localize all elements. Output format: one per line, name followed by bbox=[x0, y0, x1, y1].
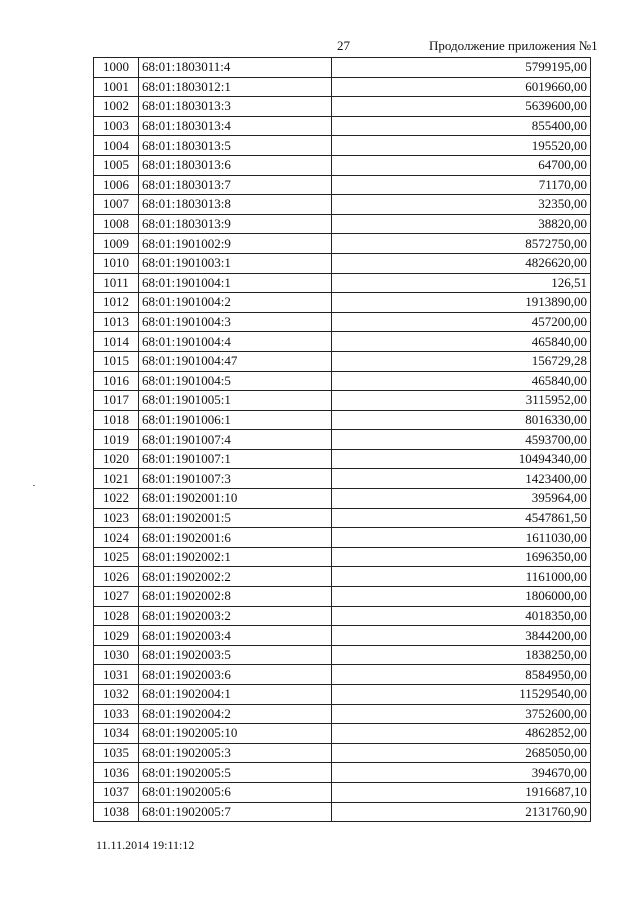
cadastral-number-cell: 68:01:1803013:8 bbox=[139, 195, 332, 215]
row-number-cell: 1035 bbox=[94, 743, 139, 763]
scan-speck bbox=[33, 485, 35, 486]
cadastral-value-cell: 38820,00 bbox=[332, 214, 591, 234]
cadastral-value-cell: 8584950,00 bbox=[332, 665, 591, 685]
cadastral-number-cell: 68:01:1901004:2 bbox=[139, 293, 332, 313]
cadastral-number-cell: 68:01:1902002:8 bbox=[139, 587, 332, 607]
table-row bbox=[94, 58, 591, 78]
table-row bbox=[94, 704, 591, 724]
cadastral-number-cell: 68:01:1803013:5 bbox=[139, 136, 332, 156]
row-number-cell: 1017 bbox=[94, 391, 139, 411]
cadastral-value-cell: 1423400,00 bbox=[332, 469, 591, 489]
table-row bbox=[94, 626, 591, 646]
row-number-cell: 1033 bbox=[94, 704, 139, 724]
table-row bbox=[94, 743, 591, 763]
row-number-cell: 1003 bbox=[94, 116, 139, 136]
cadastral-value-cell: 4862852,00 bbox=[332, 724, 591, 744]
row-number-cell: 1034 bbox=[94, 724, 139, 744]
row-number-cell: 1028 bbox=[94, 606, 139, 626]
table-row bbox=[94, 685, 591, 705]
row-number-cell: 1036 bbox=[94, 763, 139, 783]
table-row bbox=[94, 77, 591, 97]
row-number-cell: 1007 bbox=[94, 195, 139, 215]
cadastral-number-cell: 68:01:1901004:3 bbox=[139, 312, 332, 332]
cadastral-number-cell: 68:01:1902004:1 bbox=[139, 685, 332, 705]
cadastral-value-table bbox=[93, 57, 591, 822]
row-number-cell: 1011 bbox=[94, 273, 139, 293]
cadastral-value-cell: 1913890,00 bbox=[332, 293, 591, 313]
table-row bbox=[94, 253, 591, 273]
cadastral-number-cell: 68:01:1901004:1 bbox=[139, 273, 332, 293]
cadastral-value-cell: 10494340,00 bbox=[332, 449, 591, 469]
table-row bbox=[94, 547, 591, 567]
cadastral-number-cell: 68:01:1803013:7 bbox=[139, 175, 332, 195]
cadastral-value-cell: 2685050,00 bbox=[332, 743, 591, 763]
cadastral-value-cell: 195520,00 bbox=[332, 136, 591, 156]
cadastral-number-cell: 68:01:1803011:4 bbox=[139, 58, 332, 78]
row-number-cell: 1022 bbox=[94, 489, 139, 509]
cadastral-value-cell: 8016330,00 bbox=[332, 410, 591, 430]
row-number-cell: 1001 bbox=[94, 77, 139, 97]
table-row bbox=[94, 489, 591, 509]
cadastral-value-cell: 465840,00 bbox=[332, 332, 591, 352]
cadastral-number-cell: 68:01:1901005:1 bbox=[139, 391, 332, 411]
table-row bbox=[94, 724, 591, 744]
cadastral-value-cell: 4826620,00 bbox=[332, 253, 591, 273]
table-row bbox=[94, 782, 591, 802]
cadastral-number-cell: 68:01:1901003:1 bbox=[139, 253, 332, 273]
cadastral-number-cell: 68:01:1902002:1 bbox=[139, 547, 332, 567]
cadastral-number-cell: 68:01:1803013:9 bbox=[139, 214, 332, 234]
cadastral-value-cell: 1806000,00 bbox=[332, 587, 591, 607]
table-body bbox=[94, 58, 591, 822]
table-row bbox=[94, 195, 591, 215]
cadastral-number-cell: 68:01:1803012:1 bbox=[139, 77, 332, 97]
cadastral-value-cell: 5799195,00 bbox=[332, 58, 591, 78]
cadastral-number-cell: 68:01:1902001:5 bbox=[139, 508, 332, 528]
cadastral-number-cell: 68:01:1901002:9 bbox=[139, 234, 332, 254]
print-timestamp: 11.11.2014 19:11:12 bbox=[96, 838, 195, 852]
cadastral-number-cell: 68:01:1902005:7 bbox=[139, 802, 332, 822]
cadastral-value-cell: 4593700,00 bbox=[332, 430, 591, 450]
cadastral-value-cell: 32350,00 bbox=[332, 195, 591, 215]
table-row bbox=[94, 293, 591, 313]
cadastral-number-cell: 68:01:1902005:5 bbox=[139, 763, 332, 783]
cadastral-value-cell: 156729,28 bbox=[332, 351, 591, 371]
row-number-cell: 1025 bbox=[94, 547, 139, 567]
cadastral-number-cell: 68:01:1902003:6 bbox=[139, 665, 332, 685]
cadastral-number-cell: 68:01:1901007:4 bbox=[139, 430, 332, 450]
appendix-continuation-title: Продолжение приложения №1 bbox=[429, 38, 598, 53]
row-number-cell: 1024 bbox=[94, 528, 139, 548]
cadastral-number-cell: 68:01:1902002:2 bbox=[139, 567, 332, 587]
cadastral-number-cell: 68:01:1902005:6 bbox=[139, 782, 332, 802]
cadastral-number-cell: 68:01:1902003:4 bbox=[139, 626, 332, 646]
cadastral-number-cell: 68:01:1803013:6 bbox=[139, 155, 332, 175]
row-number-cell: 1029 bbox=[94, 626, 139, 646]
row-number-cell: 1008 bbox=[94, 214, 139, 234]
cadastral-value-cell: 2131760,90 bbox=[332, 802, 591, 822]
row-number-cell: 1020 bbox=[94, 449, 139, 469]
row-number-cell: 1009 bbox=[94, 234, 139, 254]
table-row bbox=[94, 155, 591, 175]
table-row bbox=[94, 97, 591, 117]
cadastral-value-cell: 855400,00 bbox=[332, 116, 591, 136]
row-number-cell: 1010 bbox=[94, 253, 139, 273]
cadastral-value-cell: 465840,00 bbox=[332, 371, 591, 391]
row-number-cell: 1021 bbox=[94, 469, 139, 489]
cadastral-value-cell: 1696350,00 bbox=[332, 547, 591, 567]
row-number-cell: 1027 bbox=[94, 587, 139, 607]
table-row bbox=[94, 371, 591, 391]
cadastral-value-cell: 3844200,00 bbox=[332, 626, 591, 646]
cadastral-value-cell: 1161000,00 bbox=[332, 567, 591, 587]
row-number-cell: 1002 bbox=[94, 97, 139, 117]
cadastral-value-cell: 11529540,00 bbox=[332, 685, 591, 705]
table-row bbox=[94, 449, 591, 469]
row-number-cell: 1000 bbox=[94, 58, 139, 78]
cadastral-number-cell: 68:01:1901004:4 bbox=[139, 332, 332, 352]
row-number-cell: 1018 bbox=[94, 410, 139, 430]
cadastral-value-cell: 6019660,00 bbox=[332, 77, 591, 97]
row-number-cell: 1006 bbox=[94, 175, 139, 195]
cadastral-value-cell: 1838250,00 bbox=[332, 645, 591, 665]
table-row bbox=[94, 175, 591, 195]
table-row bbox=[94, 469, 591, 489]
row-number-cell: 1016 bbox=[94, 371, 139, 391]
cadastral-value-cell: 4547861,50 bbox=[332, 508, 591, 528]
cadastral-value-cell: 395964,00 bbox=[332, 489, 591, 509]
cadastral-number-cell: 68:01:1901007:3 bbox=[139, 469, 332, 489]
row-number-cell: 1019 bbox=[94, 430, 139, 450]
row-number-cell: 1014 bbox=[94, 332, 139, 352]
row-number-cell: 1015 bbox=[94, 351, 139, 371]
table-row bbox=[94, 508, 591, 528]
cadastral-value-cell: 3115952,00 bbox=[332, 391, 591, 411]
cadastral-number-cell: 68:01:1901004:5 bbox=[139, 371, 332, 391]
row-number-cell: 1037 bbox=[94, 782, 139, 802]
table-row bbox=[94, 116, 591, 136]
cadastral-value-cell: 457200,00 bbox=[332, 312, 591, 332]
table-row bbox=[94, 351, 591, 371]
row-number-cell: 1026 bbox=[94, 567, 139, 587]
cadastral-value-cell: 1611030,00 bbox=[332, 528, 591, 548]
row-number-cell: 1023 bbox=[94, 508, 139, 528]
table-row bbox=[94, 606, 591, 626]
cadastral-number-cell: 68:01:1901004:47 bbox=[139, 351, 332, 371]
cadastral-number-cell: 68:01:1902005:10 bbox=[139, 724, 332, 744]
cadastral-value-cell: 5639600,00 bbox=[332, 97, 591, 117]
table-row bbox=[94, 802, 591, 822]
page-number: 27 bbox=[337, 38, 350, 53]
table-row bbox=[94, 410, 591, 430]
cadastral-number-cell: 68:01:1901007:1 bbox=[139, 449, 332, 469]
table-row bbox=[94, 312, 591, 332]
table-row bbox=[94, 763, 591, 783]
cadastral-number-cell: 68:01:1803013:3 bbox=[139, 97, 332, 117]
row-number-cell: 1013 bbox=[94, 312, 139, 332]
row-number-cell: 1030 bbox=[94, 645, 139, 665]
cadastral-value-cell: 4018350,00 bbox=[332, 606, 591, 626]
cadastral-number-cell: 68:01:1902003:5 bbox=[139, 645, 332, 665]
row-number-cell: 1031 bbox=[94, 665, 139, 685]
cadastral-number-cell: 68:01:1902001:6 bbox=[139, 528, 332, 548]
cadastral-number-cell: 68:01:1803013:4 bbox=[139, 116, 332, 136]
cadastral-value-cell: 8572750,00 bbox=[332, 234, 591, 254]
row-number-cell: 1004 bbox=[94, 136, 139, 156]
table-row bbox=[94, 136, 591, 156]
row-number-cell: 1012 bbox=[94, 293, 139, 313]
cadastral-number-cell: 68:01:1902004:2 bbox=[139, 704, 332, 724]
cadastral-value-cell: 1916687,10 bbox=[332, 782, 591, 802]
table-row bbox=[94, 332, 591, 352]
cadastral-number-cell: 68:01:1902003:2 bbox=[139, 606, 332, 626]
table-row bbox=[94, 528, 591, 548]
table-row bbox=[94, 391, 591, 411]
cadastral-value-cell: 64700,00 bbox=[332, 155, 591, 175]
row-number-cell: 1032 bbox=[94, 685, 139, 705]
cadastral-number-cell: 68:01:1902001:10 bbox=[139, 489, 332, 509]
cadastral-value-cell: 126,51 bbox=[332, 273, 591, 293]
table-row bbox=[94, 587, 591, 607]
table-row bbox=[94, 430, 591, 450]
table-row bbox=[94, 234, 591, 254]
cadastral-number-cell: 68:01:1902005:3 bbox=[139, 743, 332, 763]
table-row bbox=[94, 567, 591, 587]
table-row bbox=[94, 273, 591, 293]
row-number-cell: 1005 bbox=[94, 155, 139, 175]
table-row bbox=[94, 645, 591, 665]
table-row bbox=[94, 214, 591, 234]
cadastral-value-cell: 71170,00 bbox=[332, 175, 591, 195]
row-number-cell: 1038 bbox=[94, 802, 139, 822]
cadastral-number-cell: 68:01:1901006:1 bbox=[139, 410, 332, 430]
cadastral-value-cell: 3752600,00 bbox=[332, 704, 591, 724]
table-row bbox=[94, 665, 591, 685]
cadastral-value-cell: 394670,00 bbox=[332, 763, 591, 783]
